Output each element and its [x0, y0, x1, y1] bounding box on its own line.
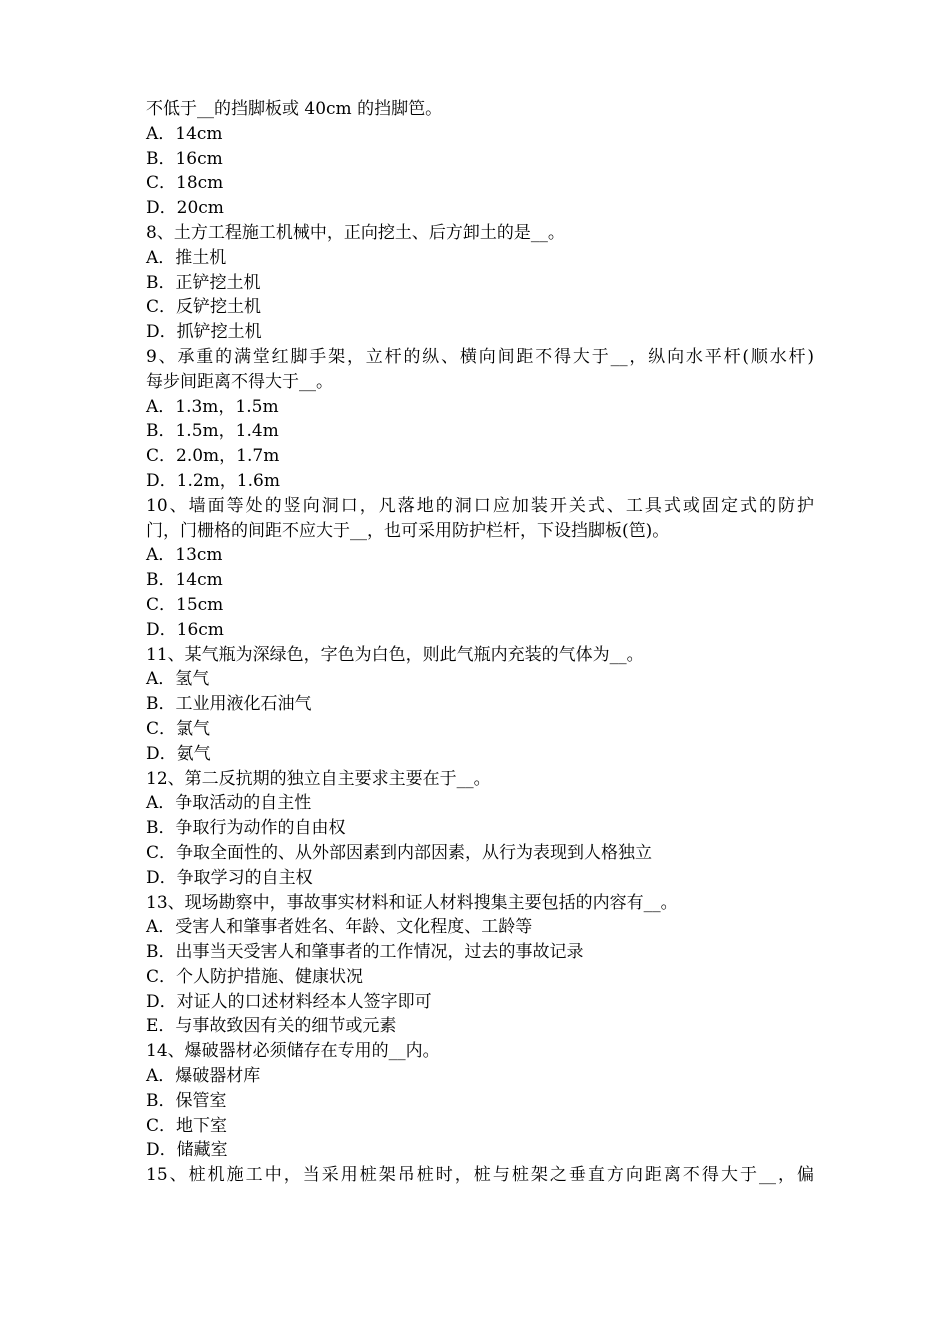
option-line: B．16cm	[146, 148, 223, 169]
option-line: B．保管室	[146, 1090, 227, 1111]
question-line: 9、承重的满堂红脚手架，立杆的纵、横向间距不得大于__，纵向水平杆(顺水杆)	[146, 346, 814, 367]
option-line: D．20cm	[146, 198, 224, 219]
option-line: D．1.2m，1.6m	[146, 470, 280, 491]
option-line: D．争取学习的自主权	[146, 867, 313, 888]
option-line: A．14cm	[146, 123, 223, 144]
option-line: B．1.5m，1.4m	[146, 421, 279, 442]
option-line: D．抓铲挖土机	[146, 322, 262, 343]
option-line: A．推土机	[146, 247, 227, 268]
question-line: 10、墙面等处的竖向洞口，凡落地的洞口应加装开关式、工具式或固定式的防护	[146, 495, 814, 516]
text-line: 不低于__的挡脚板或 40cm 的挡脚笆。	[146, 99, 443, 119]
question-line: 13、现场勘察中，事故事实材料和证人材料搜集主要包括的内容有__。	[146, 892, 678, 913]
option-line: C．地下室	[146, 1115, 228, 1136]
option-line: D．储藏室	[146, 1140, 228, 1161]
option-line: B．出事当天受害人和肇事者的工作情况，过去的事故记录	[146, 942, 584, 963]
option-line: A．爆破器材库	[146, 1066, 261, 1087]
option-line: A．13cm	[146, 545, 223, 566]
option-line: C．争取全面性的、从外部因素到内部因素，从行为表现到人格独立	[146, 842, 653, 863]
question-line: 8、土方工程施工机械中，正向挖土、后方卸土的是__。	[146, 222, 565, 243]
document-body	[146, 97, 814, 1188]
option-line: C．18cm	[146, 173, 224, 194]
option-line: B．工业用液化石油气	[146, 694, 312, 715]
question-line: 11、某气瓶为深绿色，字色为白色，则此气瓶内充装的气体为__。	[146, 644, 644, 665]
question-line: 门，门栅格的间距不应大于__，也可采用防护栏杆，下设挡脚板(笆)。	[146, 520, 670, 541]
question-line: 12、第二反抗期的独立自主要求主要在于__。	[146, 768, 491, 789]
option-line: D．氨气	[146, 743, 211, 764]
option-line: C．个人防护措施、健康状况	[146, 966, 364, 987]
option-line: A．受害人和肇事者姓名、年龄、文化程度、工龄等	[146, 917, 533, 938]
option-line: C．氯气	[146, 718, 211, 739]
option-line: A．1.3m，1.5m	[146, 396, 279, 417]
question-line: 14、爆破器材必须储存在专用的__内。	[146, 1041, 440, 1062]
option-line: B．争取行为动作的自由权	[146, 818, 346, 839]
option-line: E．与事故致因有关的细节或元素	[146, 1016, 397, 1037]
option-line: D．对证人的口述材料经本人签字即可	[146, 991, 432, 1012]
option-line: B．正铲挖土机	[146, 272, 261, 293]
option-line: A．氢气	[146, 669, 210, 690]
option-line: C．15cm	[146, 594, 224, 615]
option-line: C．反铲挖土机	[146, 297, 262, 318]
question-line: 15、桩机施工中，当采用桩架吊桩时，桩与桩架之垂直方向距离不得大于__，偏	[146, 1165, 814, 1186]
option-line: A．争取活动的自主性	[146, 793, 312, 814]
option-line: C．2.0m，1.7m	[146, 446, 280, 467]
question-line: 每步间距离不得大于__。	[146, 371, 333, 392]
option-line: D．16cm	[146, 619, 224, 640]
option-line: B．14cm	[146, 570, 223, 591]
